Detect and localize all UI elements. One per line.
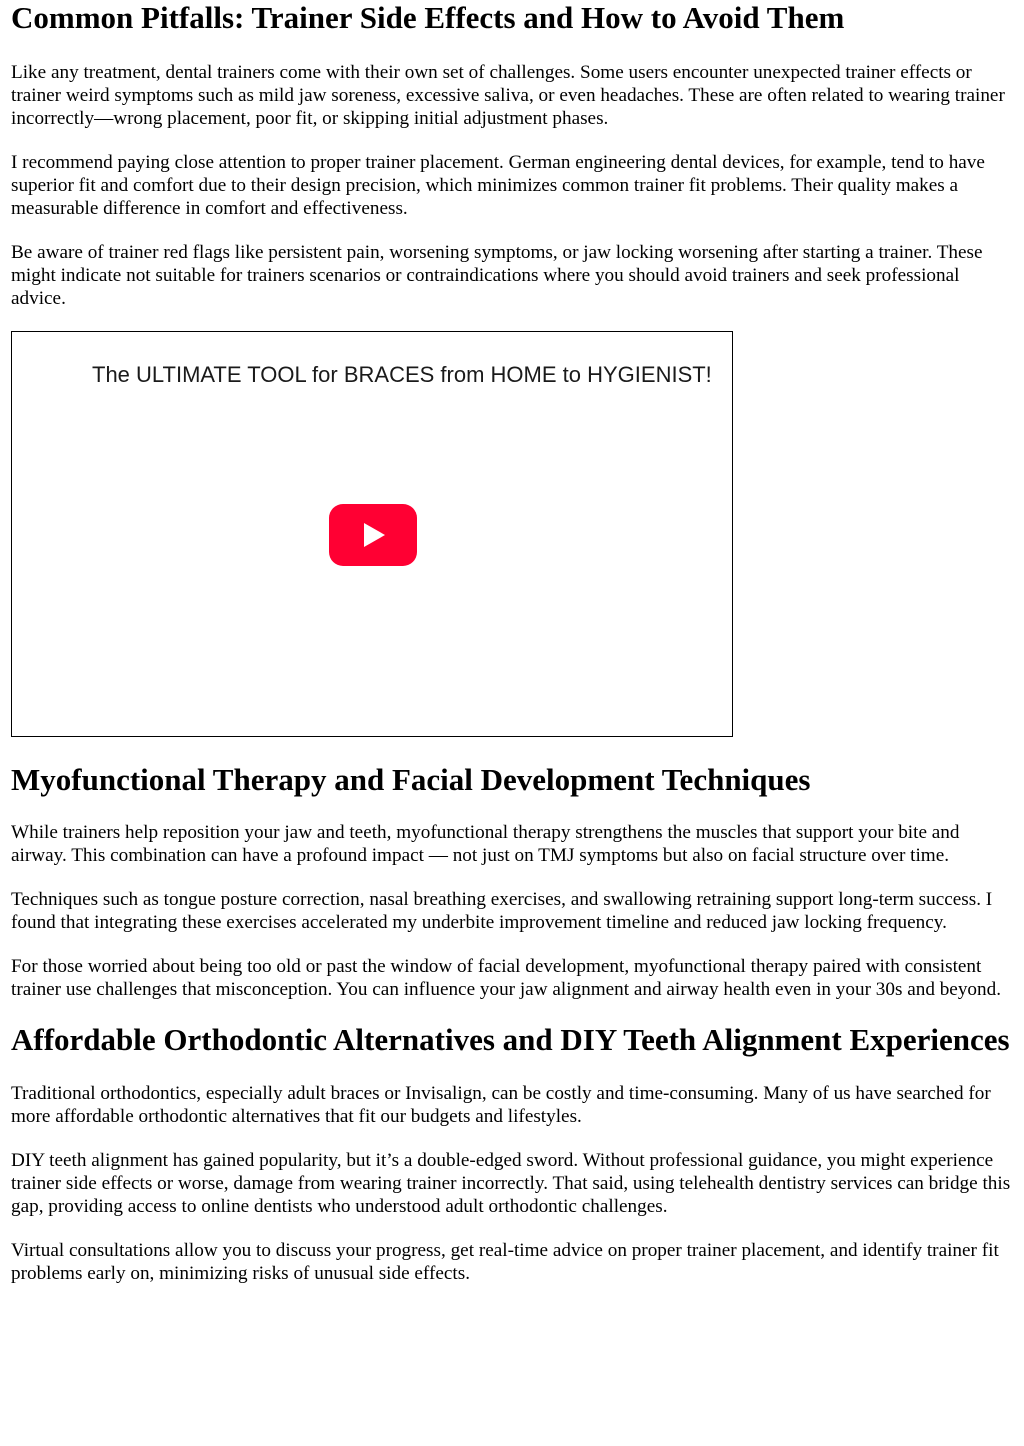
paragraph: I recommend paying close attention to proper trainer placement. German engineering dental devices, for example, tend to have superior fit and comfort due to their design precision, which minimizes common trainer fit problems. Their quality makes a measurable difference in comfort and effectiveness. <box>11 152 985 219</box>
section-heading-myofunctional: Myofunctional Therapy and Facial Development Techniques <box>11 762 811 797</box>
paragraph: Techniques such as tongue posture correction, nasal breathing exercises, and swallowing retraining support long-term success. I found that integrating these exercises accelerated my underbite improvement timeline and reduced jaw locking frequency. <box>11 889 993 933</box>
section-heading-pitfalls: Common Pitfalls: Trainer Side Effects and How to Avoid Them <box>11 0 845 35</box>
video-embed[interactable] <box>11 331 733 737</box>
paragraph: For those worried about being too old or past the window of facial development, myofunctional therapy paired with consistent trainer use challenges that misconception. You can influence your jaw alignment and airway health even in your 30s and beyond. <box>11 956 1002 1000</box>
video-title[interactable]: The ULTIMATE TOOL for BRACES from HOME to HYGIENIST! <box>92 362 712 387</box>
paragraph: While trainers help reposition your jaw and teeth, myofunctional therapy strengthens the muscles that support your bite and airway. This combination can have a profound impact — not just on TMJ symptoms but also on facial structure over time. <box>11 822 960 866</box>
paragraph: DIY teeth alignment has gained popularity, but it’s a double-edged sword. Without professional guidance, you might experience trainer side effects or worse, damage from wearing trainer incorrectly. That said, using telehealth dentistry services can bridge this gap, providing access to online dentists who understood adult orthodontic challenges. <box>11 1150 1011 1217</box>
section-heading-affordable: Affordable Orthodontic Alternatives and DIY Teeth Alignment Experiences <box>11 1022 1010 1057</box>
paragraph: Virtual consultations allow you to discuss your progress, get real-time advice on proper trainer placement, and identify trainer fit problems early on, minimizing risks of unusual side effects. <box>11 1240 999 1284</box>
paragraph: Like any treatment, dental trainers come with their own set of challenges. Some users encounter unexpected trainer effects or trainer weird symptoms such as mild jaw soreness, excessive saliva, or even headaches. These are often related to wearing trainer incorrectly—wrong placement, poor fit, or skipping initial adjustment phases. <box>11 62 1005 129</box>
youtube-play-icon[interactable] <box>329 504 417 566</box>
paragraph: Be aware of trainer red flags like persistent pain, worsening symptoms, or jaw locking worsening after starting a trainer. These might indicate not suitable for trainers scenarios or contraindications where you should avoid trainers and seek professional advice. <box>11 242 983 309</box>
paragraph: Traditional orthodontics, especially adult braces or Invisalign, can be costly and time-consuming. Many of us have searched for more affordable orthodontic alternatives that fit our budgets and lifestyles. <box>11 1083 991 1127</box>
